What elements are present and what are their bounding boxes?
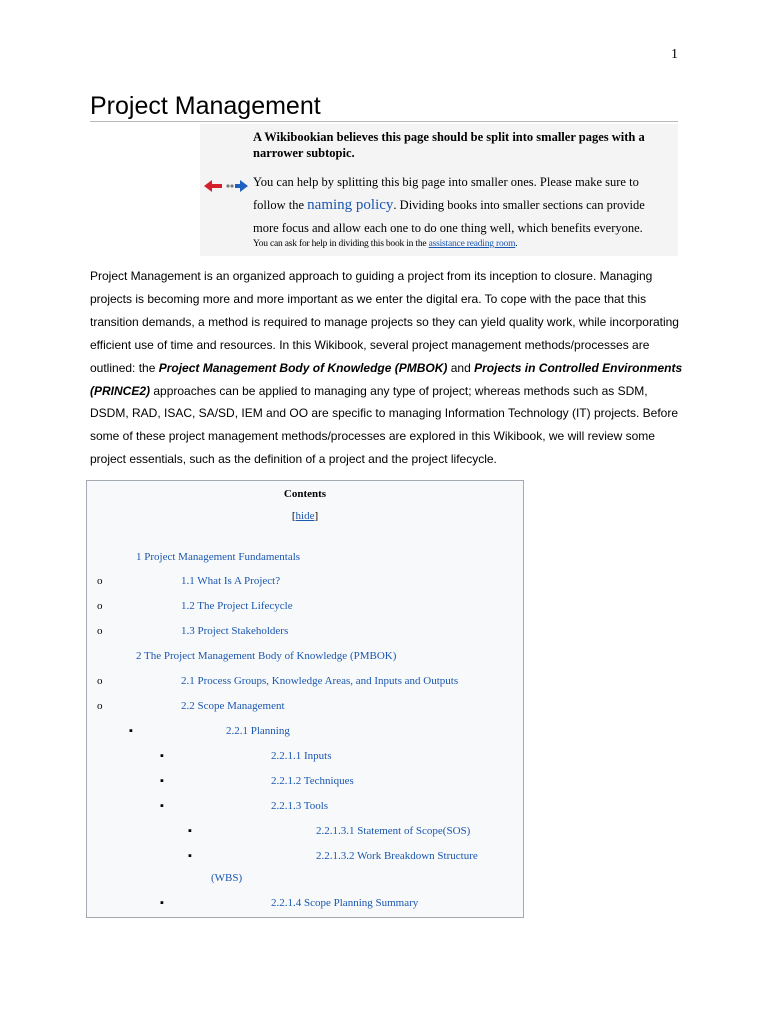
- toc-bullet: o: [97, 700, 103, 712]
- page-number: 1: [671, 47, 678, 62]
- toc-entry-2-2-1-3-1[interactable]: 2.2.1.3.1 Statement of Scope(SOS): [316, 825, 471, 837]
- toc-bullet: o: [97, 575, 103, 587]
- pmbok-term: Project Management Body of Knowledge (PMBOK): [158, 360, 448, 375]
- toc-bullet: ▪: [160, 800, 164, 812]
- split-arrows-icon: [204, 178, 248, 194]
- toc-bullet: o: [97, 600, 103, 612]
- toc-bullet: o: [97, 625, 103, 637]
- notice-note: [253, 239, 673, 249]
- table-of-contents: [86, 480, 524, 918]
- toc-bullet: ▪: [160, 775, 164, 787]
- assistance-reading-room-link[interactable]: assistance reading room: [428, 239, 516, 249]
- intro-paragraph: [90, 265, 688, 471]
- toc-entry-2-2-1-3[interactable]: 2.2.1.3 Tools: [271, 800, 329, 812]
- notice-body-text-continued: . Dividing books into smaller sections can provide more focus and allow each one to do one thing well, which benefits everyone.: [253, 198, 645, 235]
- split-notice-box: [200, 124, 678, 256]
- notice-body-text: You can help by splitting this big page into smaller ones. Please make sure to follow the: [253, 175, 639, 212]
- toc-entry-1-3[interactable]: 1.3 Project Stakeholders: [181, 625, 289, 637]
- toc-entry-2-2-1[interactable]: 2.2.1 Planning: [226, 725, 290, 737]
- toc-bullet: ▪: [188, 850, 192, 862]
- intro-text: and: [447, 360, 475, 375]
- prince2-term: Projects in Controlled Environments (PRINCE2): [90, 360, 683, 398]
- notice-body: [253, 171, 673, 240]
- toc-bracket: [: [291, 510, 296, 522]
- toc-bullet: ▪: [188, 825, 192, 837]
- toc-entry-2-2-1-3-2[interactable]: 2.2.1.3.2 Work Breakdown Structure: [316, 850, 478, 862]
- naming-policy-link[interactable]: naming policy: [307, 197, 394, 213]
- toc-entry-2-2-1-2[interactable]: 2.2.1.2 Techniques: [271, 775, 354, 787]
- intro-text: approaches can be applied to managing any type of project; whereas methods such as SDM, DSDM, RAD, ISAC, SA/SD, IEM and OO are specific to managing Information Technology (IT) projects. Before some of these project management methods/processes are explored in this Wikibook, we will review some project essentials, such as the definition of a project and the project lifecycle.: [90, 383, 679, 467]
- toc-entry-2-2-1-4[interactable]: 2.2.1.4 Scope Planning Summary: [271, 897, 419, 909]
- toc-entry-1-1[interactable]: 1.1 What Is A Project?: [181, 575, 281, 587]
- toc-bullet: ▪: [160, 897, 164, 909]
- toc-entry-2-1[interactable]: 2.1 Process Groups, Knowledge Areas, and Inputs and Outputs: [181, 675, 459, 687]
- toc-entry-2[interactable]: 2 The Project Management Body of Knowledge (PMBOK): [136, 650, 397, 662]
- title-divider: [90, 121, 678, 122]
- notice-note-end: .: [515, 239, 518, 249]
- toc-entry-1-2[interactable]: 1.2 The Project Lifecycle: [181, 600, 293, 612]
- toc-toggle: [87, 510, 523, 522]
- toc-bullet: ▪: [129, 725, 133, 737]
- toc-bullet: o: [97, 675, 103, 687]
- toc-entry-1[interactable]: 1 Project Management Fundamentals: [136, 551, 301, 563]
- toc-bracket: ]: [314, 510, 319, 522]
- toc-entry-2-2[interactable]: 2.2 Scope Management: [181, 700, 285, 712]
- toc-hide-link[interactable]: hide: [295, 510, 315, 522]
- toc-entry-2-2-1-1[interactable]: 2.2.1.1 Inputs: [271, 750, 332, 762]
- intro-text: Project Management is an organized approach to guiding a project from its inception to closure. Managing projects is becoming more and more important as we enter the digital era. To cope with the pace that this transition demands, a method is required to manage projects so they can yield quality work, while incorporating efficient use of time and resources. In this Wikibook, several project management methods/processes are outlined: the: [90, 269, 679, 375]
- toc-entry-2-2-1-3-2-continued[interactable]: (WBS): [211, 872, 243, 884]
- toc-title: Contents: [283, 488, 327, 500]
- notice-title: A Wikibookian believes this page should be split into smaller pages with a narrower subtopic.: [253, 130, 645, 160]
- page-title: Project Management: [90, 92, 321, 120]
- toc-bullet: ▪: [160, 750, 164, 762]
- notice-note-text: You can ask for help in dividing this book in the: [253, 239, 429, 249]
